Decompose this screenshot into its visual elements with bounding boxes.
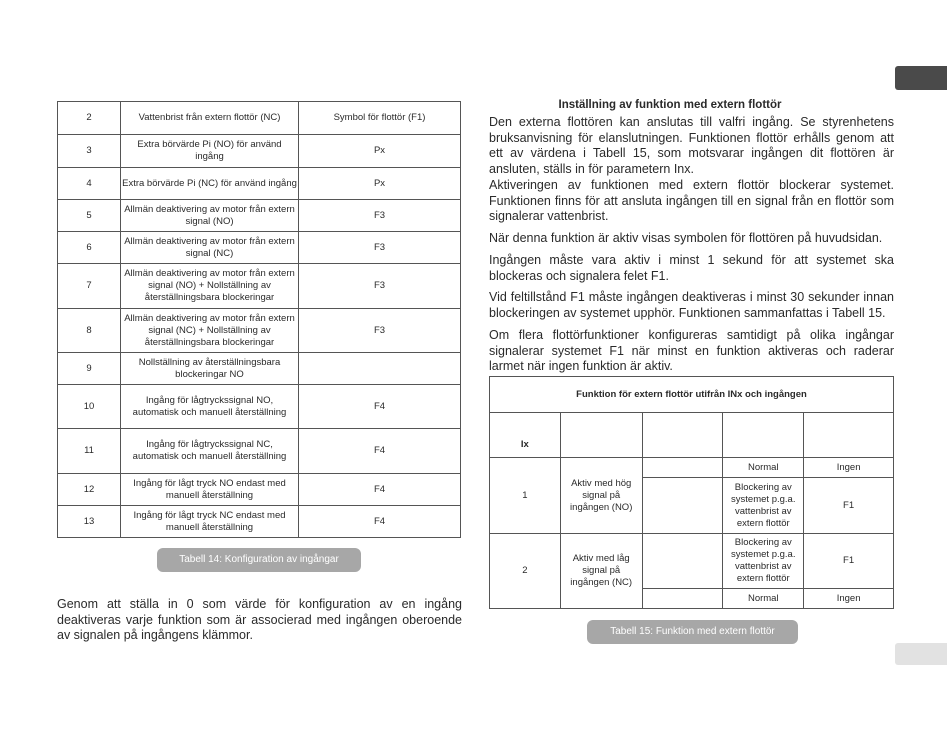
table-header: Funktion för extern flottör utifrån INx och ingången [490,377,894,413]
section-paragraph: Den externa flottören kan anslutas till valfri ingång. Se styrenhetens bruksanvisning för elanslutningen. Funktionen flottör erhålls genom att ett av värdena i Tabell 15, som motsvarar ingången dit flottören är ansluten, ställs in för parametern Inx. [489,115,894,176]
row-value: F3 [299,309,461,353]
row-value: F3 [299,264,461,309]
empty-header-cell [642,413,723,458]
row-value: F4 [299,506,461,538]
blank-cell [642,478,723,534]
float-function-table [489,376,894,609]
row-number: 3 [58,135,121,168]
table-row [58,385,461,429]
row-value: Px [299,135,461,168]
ix-value: 2 [490,534,561,609]
section-title: Inställning av funktion med extern flottör [558,99,782,111]
table-row [58,429,461,474]
table-row [58,232,461,264]
row-description: Ingång för lågtryckssignal NC, automatisk och manuell återställning [121,429,299,474]
row-value: F3 [299,232,461,264]
error-code: F1 [804,534,894,589]
error-code: Ingen [804,458,894,478]
table-row [490,458,894,478]
blank-cell [642,534,723,589]
row-description: Extra börvärde Pi (NC) för använd ingång [121,168,299,200]
table-row [58,168,461,200]
row-value: Symbol för flottör (F1) [299,102,461,135]
system-state: Blockering av systemet p.g.a. vattenbrist av extern flottör [723,534,804,589]
page-tab-marker-light [895,643,947,665]
row-description: Allmän deaktivering av motor från extern signal (NO) [121,200,299,232]
system-state: Normal [723,589,804,609]
row-number: 5 [58,200,121,232]
row-number: 10 [58,385,121,429]
row-description: Nollställning av återställningsbara blockeringar NO [121,353,299,385]
section-paragraph: Vid feltillstånd F1 måste ingången deaktiveras i minst 30 sekunder innan blockeringen av systemet upphör. Funktionen sammanfattas i Tabell 15. [489,290,894,320]
system-state: Normal [723,458,804,478]
page-tab-marker [895,66,947,90]
empty-header-cell [723,413,804,458]
table-row [490,534,894,589]
row-value: Px [299,168,461,200]
row-value: F4 [299,385,461,429]
table-row [58,353,461,385]
row-description: Allmän deaktivering av motor från extern signal (NO) + Nollställning av återställningsbara blockeringar [121,264,299,309]
table-row [58,200,461,232]
table-row [58,264,461,309]
section-paragraph: Aktiveringen av funktionen med extern flottör blockerar systemet. Funktionen finns för att ansluta ingången till en signal från en flottör som signalerar vattenbrist. [489,178,894,223]
row-number: 12 [58,474,121,506]
table-row [58,309,461,353]
row-value: F4 [299,429,461,474]
error-code: Ingen [804,589,894,609]
ix-column-header: Ix [490,413,561,458]
table-15-caption: Tabell 15: Funktion med extern flottör [587,620,798,644]
ix-description: Aktiv med låg signal på ingången (NC) [560,534,642,609]
row-description: Allmän deaktivering av motor från extern signal (NC) [121,232,299,264]
input-config-table [57,101,461,538]
row-description: Ingång för lågtryckssignal NO, automatisk och manuell återställning [121,385,299,429]
blank-cell [642,589,723,609]
row-description: Extra börvärde Pi (NO) för använd ingång [121,135,299,168]
table-row [58,135,461,168]
error-code: F1 [804,478,894,534]
row-value: F3 [299,200,461,232]
table-14-caption: Tabell 14: Konfiguration av ingångar [157,548,361,572]
table-row [58,506,461,538]
ix-description: Aktiv med hög signal på ingången (NO) [560,458,642,534]
row-number: 13 [58,506,121,538]
row-value [299,353,461,385]
row-number: 6 [58,232,121,264]
row-number: 11 [58,429,121,474]
row-value: F4 [299,474,461,506]
blank-cell [642,458,723,478]
section-paragraph: När denna funktion är aktiv visas symbolen för flottören på huvudsidan. [489,231,883,245]
row-number: 7 [58,264,121,309]
system-state: Blockering av systemet p.g.a. vattenbrist av extern flottör [723,478,804,534]
ix-value: 1 [490,458,561,534]
row-description: Ingång för lågt tryck NC endast med manuell återställning [121,506,299,538]
table-row [58,102,461,135]
row-number: 4 [58,168,121,200]
row-description: Allmän deaktivering av motor från extern signal (NC) + Nollställning av återställningsbara blockeringar [121,309,299,353]
row-description: Ingång för lågt tryck NO endast med manuell återställning [121,474,299,506]
input-deactivation-note: Genom att ställa in 0 som värde för konfiguration av en ingång deaktiveras varje funktion som är associerad med ingången oberoende av signalen på ingångens klämmor. [57,597,462,642]
row-number: 2 [58,102,121,135]
section-paragraph: Om flera flottörfunktioner konfigureras samtidigt på olika ingångar signalerar systemet F1 när minst en funktion aktiveras och raderar larmet när ingen funktion är aktiv. [489,328,894,373]
section-paragraph: Ingången måste vara aktiv i minst 1 sekund för att systemet ska blockeras och signalera felet F1. [489,253,894,283]
row-number: 9 [58,353,121,385]
row-description: Vattenbrist från extern flottör (NC) [121,102,299,135]
table-row [58,474,461,506]
row-number: 8 [58,309,121,353]
empty-header-cell [560,413,642,458]
empty-header-cell [804,413,894,458]
